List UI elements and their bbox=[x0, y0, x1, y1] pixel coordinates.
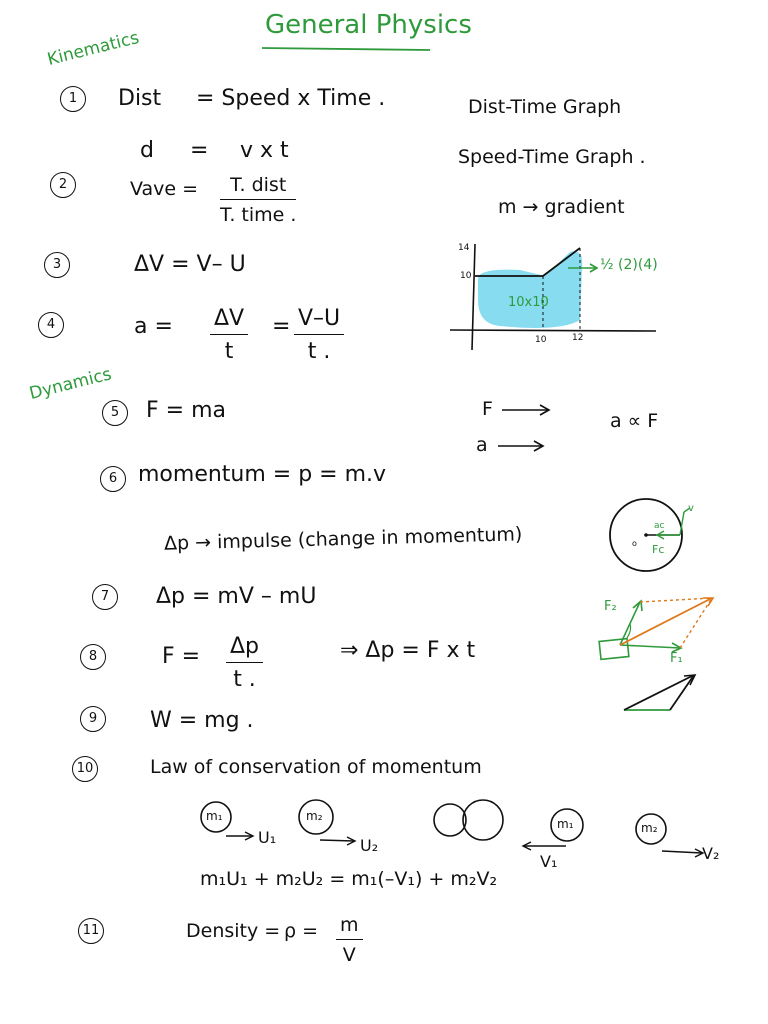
eq1b-d: d bbox=[140, 138, 154, 163]
dist-time-graph: Dist-Time Graph bbox=[468, 96, 622, 118]
eq3-delta-v: ΔV = V– U bbox=[134, 252, 246, 277]
eq2-numerator: T. dist bbox=[220, 174, 296, 200]
eq8-f: F = bbox=[162, 644, 201, 669]
eq8-denominator: t . bbox=[233, 667, 256, 692]
eq9-weight: W = mg . bbox=[150, 708, 254, 733]
eq1b-equals: = bbox=[190, 138, 209, 163]
m-gradient: m → gradient bbox=[498, 196, 625, 218]
item-number-8: 8 bbox=[80, 644, 106, 670]
item-number-10: 10 bbox=[72, 756, 98, 782]
item-number-1: 1 bbox=[60, 86, 86, 112]
collision-m2-after: m₂ bbox=[641, 821, 658, 835]
eq4-a: a = bbox=[134, 314, 173, 339]
speed-time-graph: Speed-Time Graph . bbox=[458, 146, 646, 168]
item-number-9: 9 bbox=[80, 706, 106, 732]
eq11-denominator: V bbox=[342, 944, 356, 966]
eq11-density: Density = bbox=[186, 920, 281, 942]
eq6-impulse: Δp → impulse (change in momentum) bbox=[163, 523, 523, 555]
collision-m1-before: m₁ bbox=[206, 809, 223, 823]
eq1-dist: Dist bbox=[118, 86, 162, 111]
eq4-num-2: V–U bbox=[294, 306, 344, 335]
collision-v2: V₂ bbox=[702, 844, 720, 863]
eq8-rhs: ⇒ Δp = F x t bbox=[340, 638, 476, 663]
a-proportional-f: a ∝ F bbox=[610, 410, 659, 432]
item-number-2: 2 bbox=[50, 172, 76, 198]
eq4-den-2: t . bbox=[307, 339, 331, 364]
eq2-denominator: T. time . bbox=[220, 204, 297, 226]
section-dynamics: Dynamics bbox=[27, 364, 114, 404]
a-arrow-label: a bbox=[476, 434, 488, 456]
eq10-equation: m₁U₁ + m₂U₂ = m₁(–V₁) + m₂V₂ bbox=[200, 868, 498, 890]
circle-fc-label: Fc bbox=[652, 543, 665, 556]
eq1-speed-time: = Speed x Time . bbox=[196, 86, 386, 111]
eq6-momentum: momentum = p = m.v bbox=[138, 462, 387, 487]
collision-u2: U₂ bbox=[360, 836, 379, 855]
eq8-numerator: Δp bbox=[226, 634, 263, 663]
page-title: General Physics bbox=[265, 10, 472, 40]
circle-ac-label: ac bbox=[654, 521, 665, 531]
eq2-vave: Vave = bbox=[130, 178, 199, 200]
eq1b-rhs: v x t bbox=[240, 138, 289, 163]
graph-x-tick-12: 12 bbox=[572, 333, 584, 343]
graph-y-tick-14: 14 bbox=[458, 243, 470, 253]
item-number-11: 11 bbox=[78, 918, 104, 944]
eq4-den-1: t bbox=[224, 339, 234, 364]
eq11-numerator: m bbox=[336, 914, 363, 940]
eq7-delta-p: Δp = mV – mU bbox=[156, 584, 317, 609]
circle-v-label: v bbox=[688, 503, 694, 514]
eq4-num-1: ΔV bbox=[210, 306, 248, 335]
graph-area-label: 10x10 bbox=[508, 295, 549, 310]
collision-m1-after: m₁ bbox=[557, 817, 574, 831]
circle-center-label: o bbox=[632, 539, 637, 548]
item-number-6: 6 bbox=[100, 466, 126, 492]
section-kinematics: Kinematics bbox=[45, 27, 142, 70]
f-arrow-label: F bbox=[482, 398, 493, 420]
eq4-equals: = bbox=[272, 314, 291, 339]
item-number-3: 3 bbox=[44, 252, 70, 278]
eq11-rho: ρ = bbox=[284, 920, 319, 942]
item-number-4: 4 bbox=[38, 312, 64, 338]
collision-m2-before: m₂ bbox=[306, 809, 323, 823]
eq10-law: Law of conservation of momentum bbox=[150, 756, 482, 778]
graph-triangle-label: ½ (2)(4) bbox=[600, 257, 658, 273]
graph-y-tick-10: 10 bbox=[460, 271, 472, 281]
item-number-7: 7 bbox=[92, 584, 118, 610]
eq5-newton: F = ma bbox=[146, 398, 226, 423]
collision-u1: U₁ bbox=[258, 828, 277, 847]
vector-f1-label: F₁ bbox=[670, 651, 683, 666]
vector-f2-label: F₂ bbox=[604, 599, 617, 614]
item-number-5: 5 bbox=[102, 400, 128, 426]
graph-x-tick-10: 10 bbox=[535, 335, 547, 345]
collision-v1: V₁ bbox=[540, 852, 558, 871]
